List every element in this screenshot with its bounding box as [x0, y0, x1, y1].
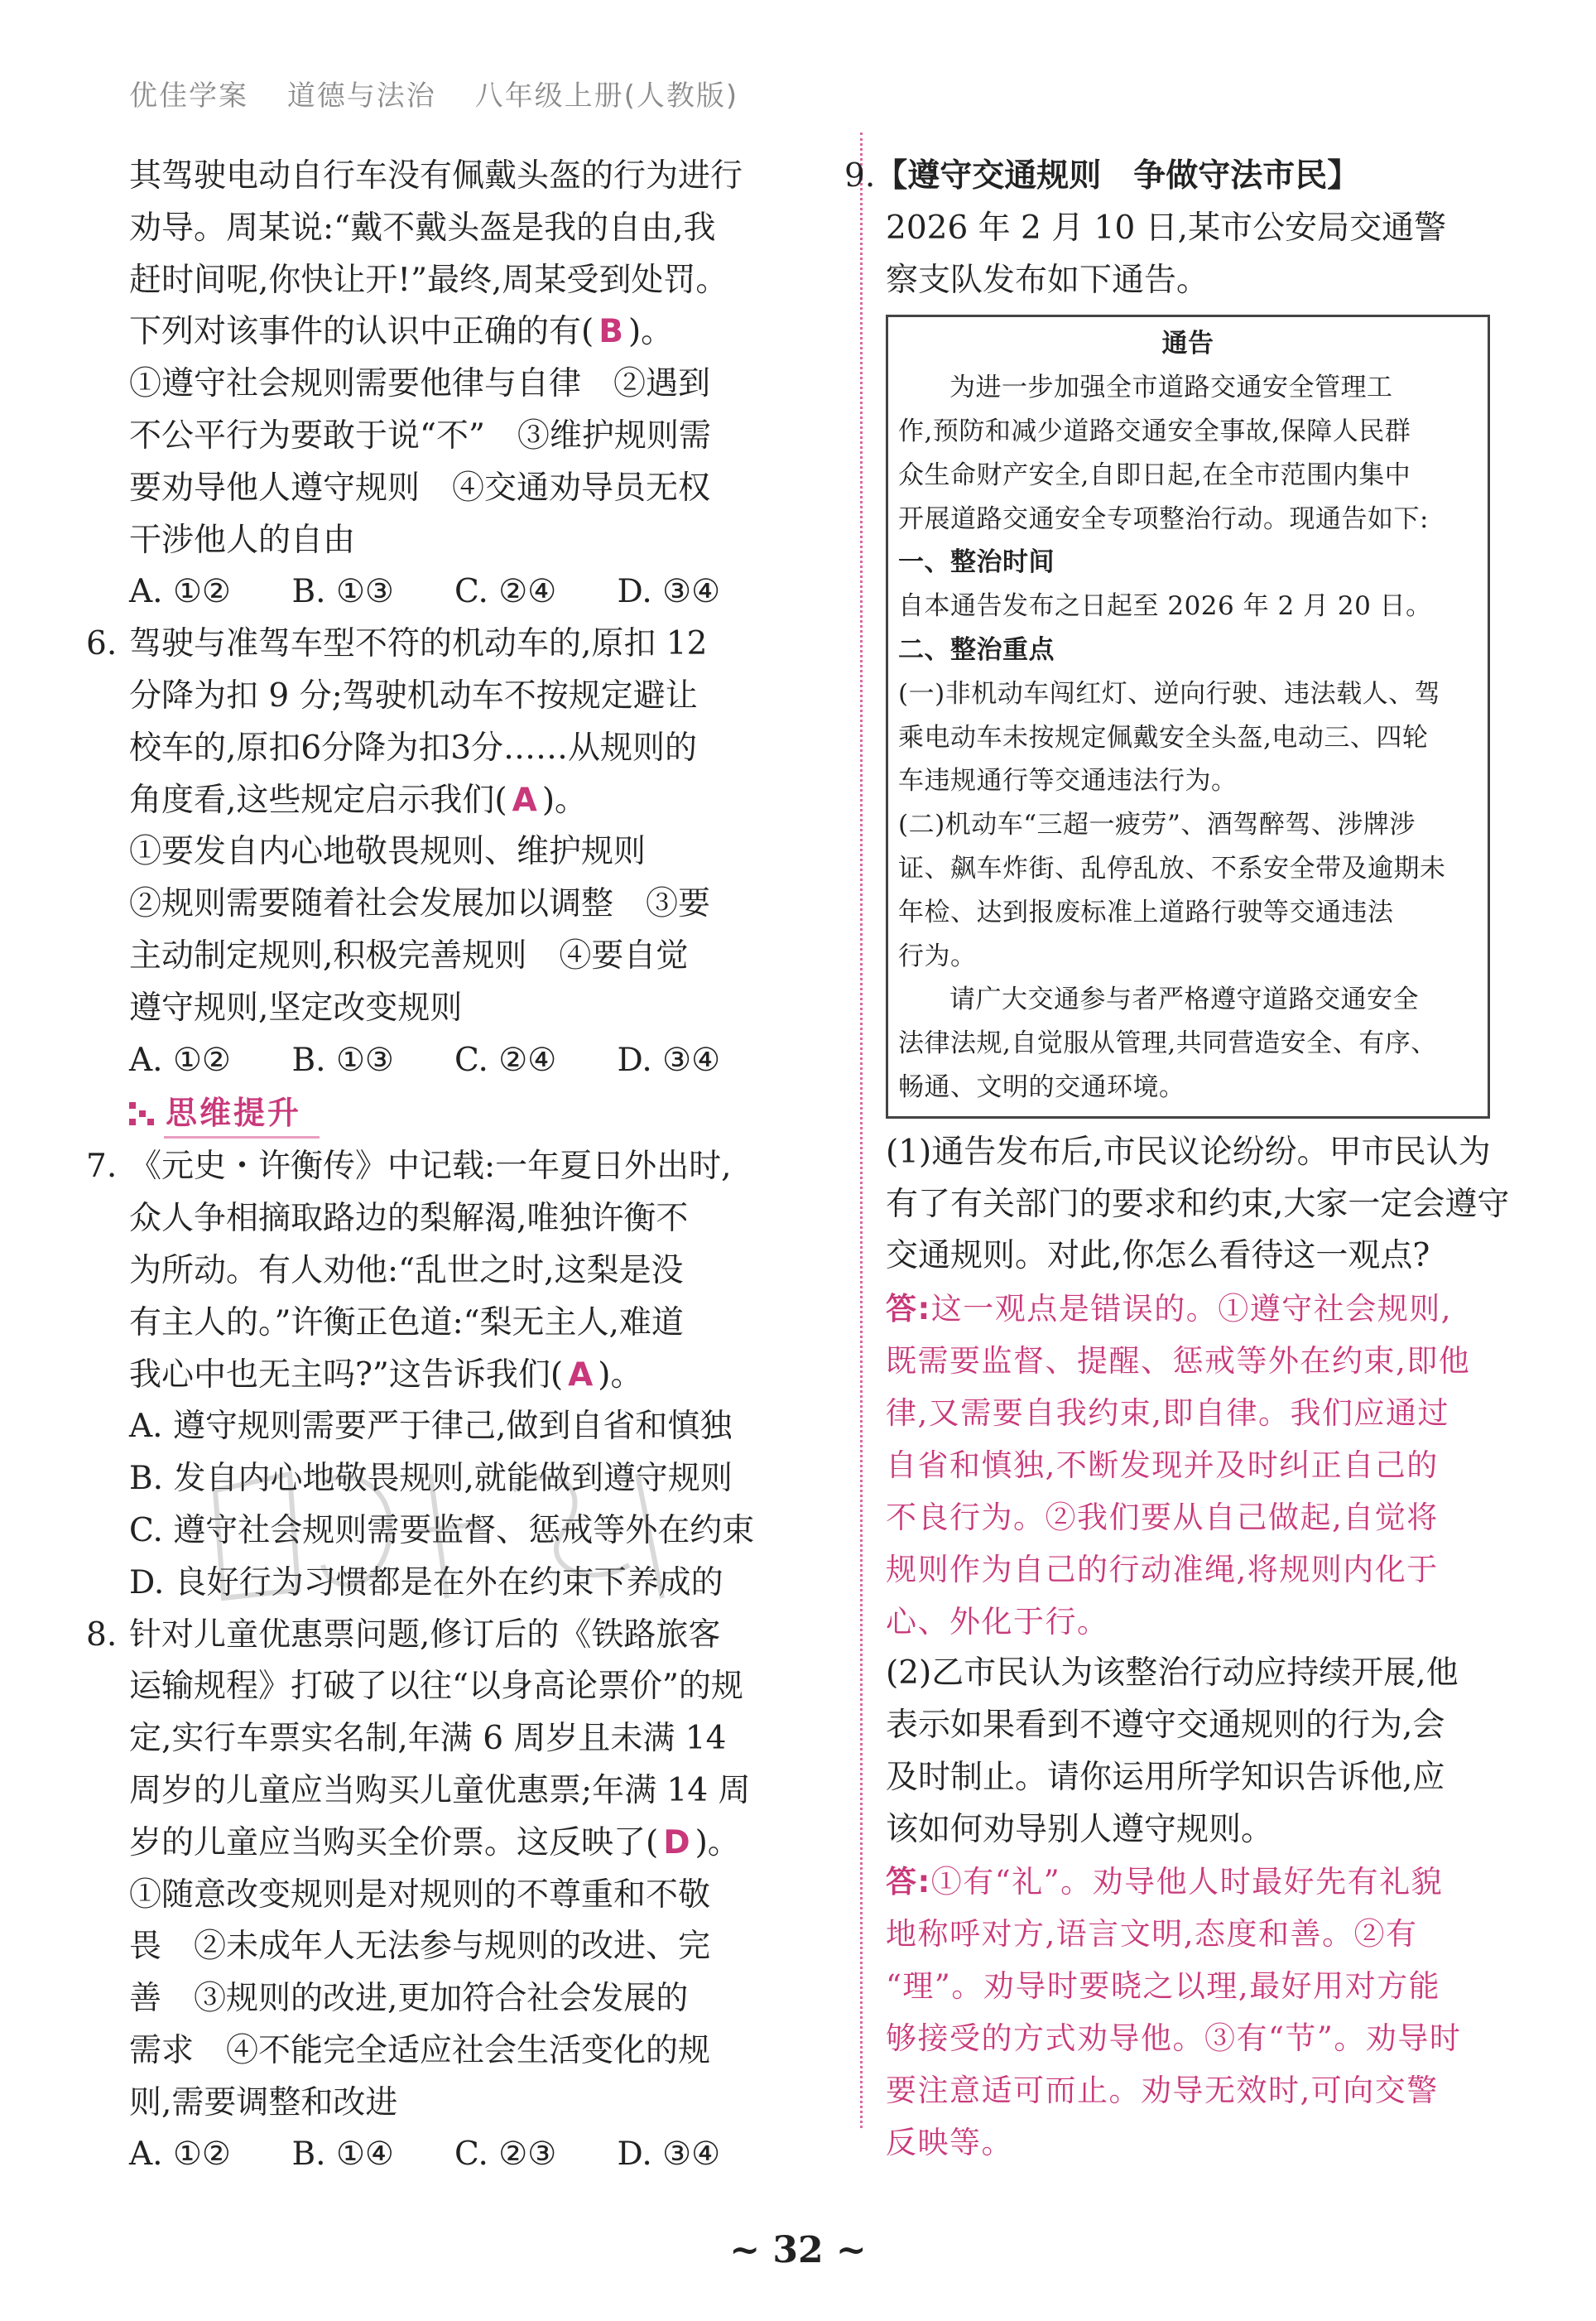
- sub2-question: 该如何劝导别人遵守规则。: [886, 1810, 1274, 1848]
- q5-choice: 要劝导他人遵守规则 ④交通劝导员无权: [129, 469, 711, 507]
- sub1-question: 有了有关部门的要求和约束,大家一定会遵守: [886, 1185, 1510, 1223]
- q5-stem: [129, 306, 780, 359]
- question-9: [844, 151, 1510, 2169]
- sub1-answer: 心、外化于行。: [886, 1604, 1109, 1640]
- sub2-question: (2)乙市民认为该整治行动应持续开展,他: [886, 1654, 1459, 1693]
- notice-box: [886, 315, 1490, 1118]
- q6-line: 分降为扣 9 分;驾驶机动车不按规定避让: [129, 677, 698, 715]
- q5-stem-text: 下列对该事件的认识中正确的有(: [129, 313, 594, 351]
- sub1-answer: 既需要监督、提醒、惩戒等外在约束,即他: [886, 1343, 1471, 1380]
- header-subject: 道德与法治: [286, 79, 436, 113]
- question-8: [86, 1610, 780, 2182]
- q8-choice: 则,需要调整和改进: [129, 2083, 398, 2121]
- sub2-question: 及时制止。请你运用所学知识告诉他,应: [886, 1758, 1445, 1796]
- q8-stem: [129, 1818, 780, 1870]
- section-dots-icon: [129, 1100, 154, 1125]
- section-heading: [129, 1090, 780, 1136]
- q6-choice: 遵守规则,坚定改变规则: [129, 989, 463, 1027]
- option-d: D. ③④: [617, 1041, 721, 1079]
- q6-choice: 主动制定规则,积极完善规则 ④要自觉: [129, 937, 689, 975]
- q9-intro: 察支队发布如下通告。: [886, 261, 1209, 299]
- sub1-question: 交通规则。对此,你怎么看待这一观点?: [886, 1237, 1430, 1275]
- answer-label: 答:: [886, 1864, 931, 1900]
- option-c: C. ②④: [454, 1041, 557, 1079]
- q7-line: 为所动。有人劝他:“乱世之时,这梨是没: [129, 1251, 684, 1289]
- question-5-continued: [129, 151, 780, 619]
- sub1-answer: 自省和慎独,不断发现并及时纠正自己的: [886, 1447, 1439, 1484]
- left-column: [86, 151, 780, 2181]
- q7-line: 《元史・许衡传》中记载:一年夏日外出时,: [129, 1148, 732, 1186]
- q7-option-a: A. 遵守规则需要严于律己,做到自省和慎独: [129, 1408, 733, 1446]
- sub2-answer: “理”。劝导时要晓之以理,最好用对方能: [886, 1968, 1441, 2005]
- q9-intro: 2026 年 2 月 10 日,某市公安局交通警: [886, 209, 1447, 247]
- q9-number: 9.: [844, 157, 876, 195]
- q5-choice: 不公平行为要敢于说“不” ③维护规则需: [129, 417, 711, 455]
- sub-question-1: [844, 1127, 1510, 1648]
- q8-choice: ①随意改变规则是对规则的不尊重和不敬: [129, 1876, 711, 1914]
- q6-number: 6.: [86, 625, 118, 663]
- q7-number: 7.: [86, 1148, 118, 1186]
- option-b: B. ①④: [291, 2136, 394, 2174]
- q7-answer: A: [568, 1356, 594, 1394]
- q7-stem-text: 我心中也无主吗?”这告诉我们(: [129, 1356, 564, 1394]
- sub2-answer: 地称呼对方,语言文明,态度和善。②有: [886, 1916, 1418, 1953]
- q9-title: 【遵守交通规则 争做守法市民】: [875, 157, 1360, 195]
- q7-stem-end: )。: [598, 1356, 643, 1394]
- notice-focus: 车违规通行等交通违法行为。: [898, 766, 1238, 797]
- q6-stem: [129, 775, 780, 827]
- q6-choice: ①要发自内心地敬畏规则、维护规则: [129, 833, 647, 871]
- q8-number: 8.: [86, 1616, 118, 1654]
- q5-options: [129, 566, 780, 619]
- q8-line: 运输规程》打破了以往“以身高论票价”的规: [129, 1668, 743, 1706]
- right-column: [844, 151, 1510, 2169]
- notice-body: 众生命财产安全,自即日起,在全市范围内集中: [898, 460, 1411, 490]
- option-a: A. ①②: [129, 573, 231, 611]
- running-header: [129, 73, 767, 113]
- notice-body: 开展道路交通安全专项整治行动。现通告如下:: [898, 503, 1429, 534]
- option-a: A. ①②: [129, 2136, 231, 2174]
- q9-heading: [844, 151, 1502, 203]
- option-c: C. ②③: [454, 2136, 557, 2174]
- notice-body: 作,预防和减少道路交通安全事故,保障人民群: [898, 416, 1411, 446]
- q7-option-d: D. 良好行为习惯都是在外在约束下养成的: [129, 1563, 723, 1601]
- sub2-answer: 要注意适可而止。劝导无效时,可向交警: [886, 2073, 1439, 2109]
- q7-option-c: C. 遵守社会规则需要监督、惩戒等外在约束: [129, 1511, 755, 1549]
- answer-label: 答:: [886, 1291, 931, 1327]
- option-b: B. ①③: [291, 1041, 394, 1079]
- notice-focus: 行为。: [898, 941, 977, 971]
- notice-heading-time: 一、整治时间: [898, 547, 1055, 578]
- q8-stem-text: 岁的儿童应当购买全价票。这反映了(: [129, 1823, 659, 1861]
- sub1-answer-text: 这一观点是错误的。①遵守社会规则,: [930, 1291, 1453, 1327]
- sub2-answer: [886, 1856, 1502, 1908]
- q8-choice: 需求 ④不能完全适应社会生活变化的规: [129, 2031, 711, 2069]
- notice-heading-focus: 二、整治重点: [898, 634, 1055, 665]
- notice-focus: 乘电动车未按规定佩戴安全头盔,电动三、四轮: [898, 722, 1429, 753]
- notice-body: 为进一步加强全市道路交通安全管理工: [949, 373, 1393, 403]
- q7-stem: [129, 1350, 780, 1402]
- q8-line: 定,实行车票实名制,年满 6 周岁且未满 14: [129, 1720, 727, 1758]
- header-grade: 八年级上册(人教版): [474, 79, 739, 113]
- sub1-answer: 规则作为自己的行动准绳,将规则内化于: [886, 1552, 1439, 1588]
- q5-answer: B: [598, 313, 623, 351]
- notice-closing: 请广大交通参与者严格遵守道路交通安全: [949, 985, 1419, 1015]
- sub1-answer: 律,又需要自我约束,即自律。我们应通过: [886, 1395, 1450, 1432]
- section-title: 思维提升: [164, 1087, 320, 1139]
- q5-stem-end: )。: [627, 313, 674, 351]
- q5-choice: ①遵守社会规则需要他律与自律 ②遇到: [129, 365, 711, 403]
- option-a: A. ①②: [129, 1041, 231, 1079]
- q5-line: 其驾驶电动自行车没有佩戴头盔的行为进行: [129, 157, 743, 195]
- header-brand: 优佳学案: [129, 79, 248, 113]
- notice-focus: 证、飙车炸街、乱停乱放、不系安全带及逾期未: [898, 853, 1446, 884]
- notice-title: 通告: [1161, 329, 1214, 359]
- q6-line: 校车的,原扣6分降为扣3分……从规则的: [129, 729, 698, 767]
- q5-line: 劝导。周某说:“戴不戴头盔是我的自由,我: [129, 209, 716, 247]
- q7-option-b: B. 发自内心地敬畏规则,就能做到遵守规则: [129, 1460, 733, 1498]
- q8-line: 针对儿童优惠票问题,修订后的《铁路旅客: [129, 1616, 721, 1654]
- q8-answer: D: [663, 1823, 690, 1861]
- sub2-answer-text: ①有“礼”。劝导他人时最好先有礼貌: [930, 1864, 1444, 1900]
- q5-choice: 干涉他人的自由: [129, 521, 356, 559]
- notice-time: 自本通告发布之日起至 2026 年 2 月 20 日。: [898, 591, 1432, 622]
- sub1-answer: [886, 1283, 1502, 1335]
- question-6: [86, 619, 780, 1086]
- q7-line: 有主人的。”许衡正色道:“梨无主人,难道: [129, 1303, 684, 1341]
- q7-line: 众人争相摘取路边的梨解渴,唯独许衡不: [129, 1200, 689, 1238]
- q6-stem-text: 角度看,这些规定启示我们(: [129, 781, 507, 819]
- q8-options: [129, 2129, 780, 2181]
- q6-line: 驾驶与准驾车型不符的机动车的,原扣 12: [129, 625, 708, 663]
- page-number: ~ 32 ~: [729, 2229, 867, 2271]
- sub2-answer: 反映等。: [886, 2125, 1013, 2161]
- option-d: D. ③④: [617, 2136, 721, 2174]
- option-b: B. ①③: [291, 573, 394, 611]
- sub1-answer: 不良行为。②我们要从自己做起,自觉将: [886, 1500, 1439, 1536]
- q8-line: 周岁的儿童应当购买儿童优惠票;年满 14 周: [129, 1771, 751, 1809]
- notice-focus: (二)机动车“三超一疲劳”、酒驾醉驾、涉牌涉: [898, 810, 1416, 840]
- q8-choice: 畏 ②未成年人无法参与规则的改进、完: [129, 1928, 711, 1966]
- notice-closing: 法律法规,自觉服从管理,共同营造安全、有序、: [898, 1028, 1437, 1059]
- option-c: C. ②④: [454, 573, 557, 611]
- watermark-stamp: [199, 1441, 695, 1623]
- sub2-question: 表示如果看到不遵守交通规则的行为,会: [886, 1706, 1445, 1744]
- q6-options: [129, 1035, 780, 1087]
- sub1-question: (1)通告发布后,市民议论纷纷。甲市民认为: [886, 1133, 1491, 1171]
- notice-closing: 畅通、文明的交通环境。: [898, 1071, 1185, 1102]
- q8-stem-end: )。: [695, 1823, 740, 1861]
- notice-focus: 年检、达到报废标准上道路行驶等交通违法: [898, 897, 1394, 927]
- q6-answer: A: [512, 781, 537, 819]
- option-d: D. ③④: [617, 573, 721, 611]
- sub2-answer: 够接受的方式劝导他。③有“节”。劝导时: [886, 2020, 1462, 2057]
- q5-line: 赶时间呢,你快让开!”最终,周某受到处罚。: [129, 261, 728, 299]
- q8-choice: 善 ③规则的改进,更加符合社会发展的: [129, 1980, 689, 2018]
- q6-choice: ②规则需要随着社会发展加以调整 ③要: [129, 885, 711, 923]
- notice-focus: (一)非机动车闯红灯、逆向行驶、违法载人、驾: [898, 678, 1441, 709]
- sub-question-2: [844, 1648, 1502, 2169]
- q6-stem-end: )。: [541, 781, 588, 819]
